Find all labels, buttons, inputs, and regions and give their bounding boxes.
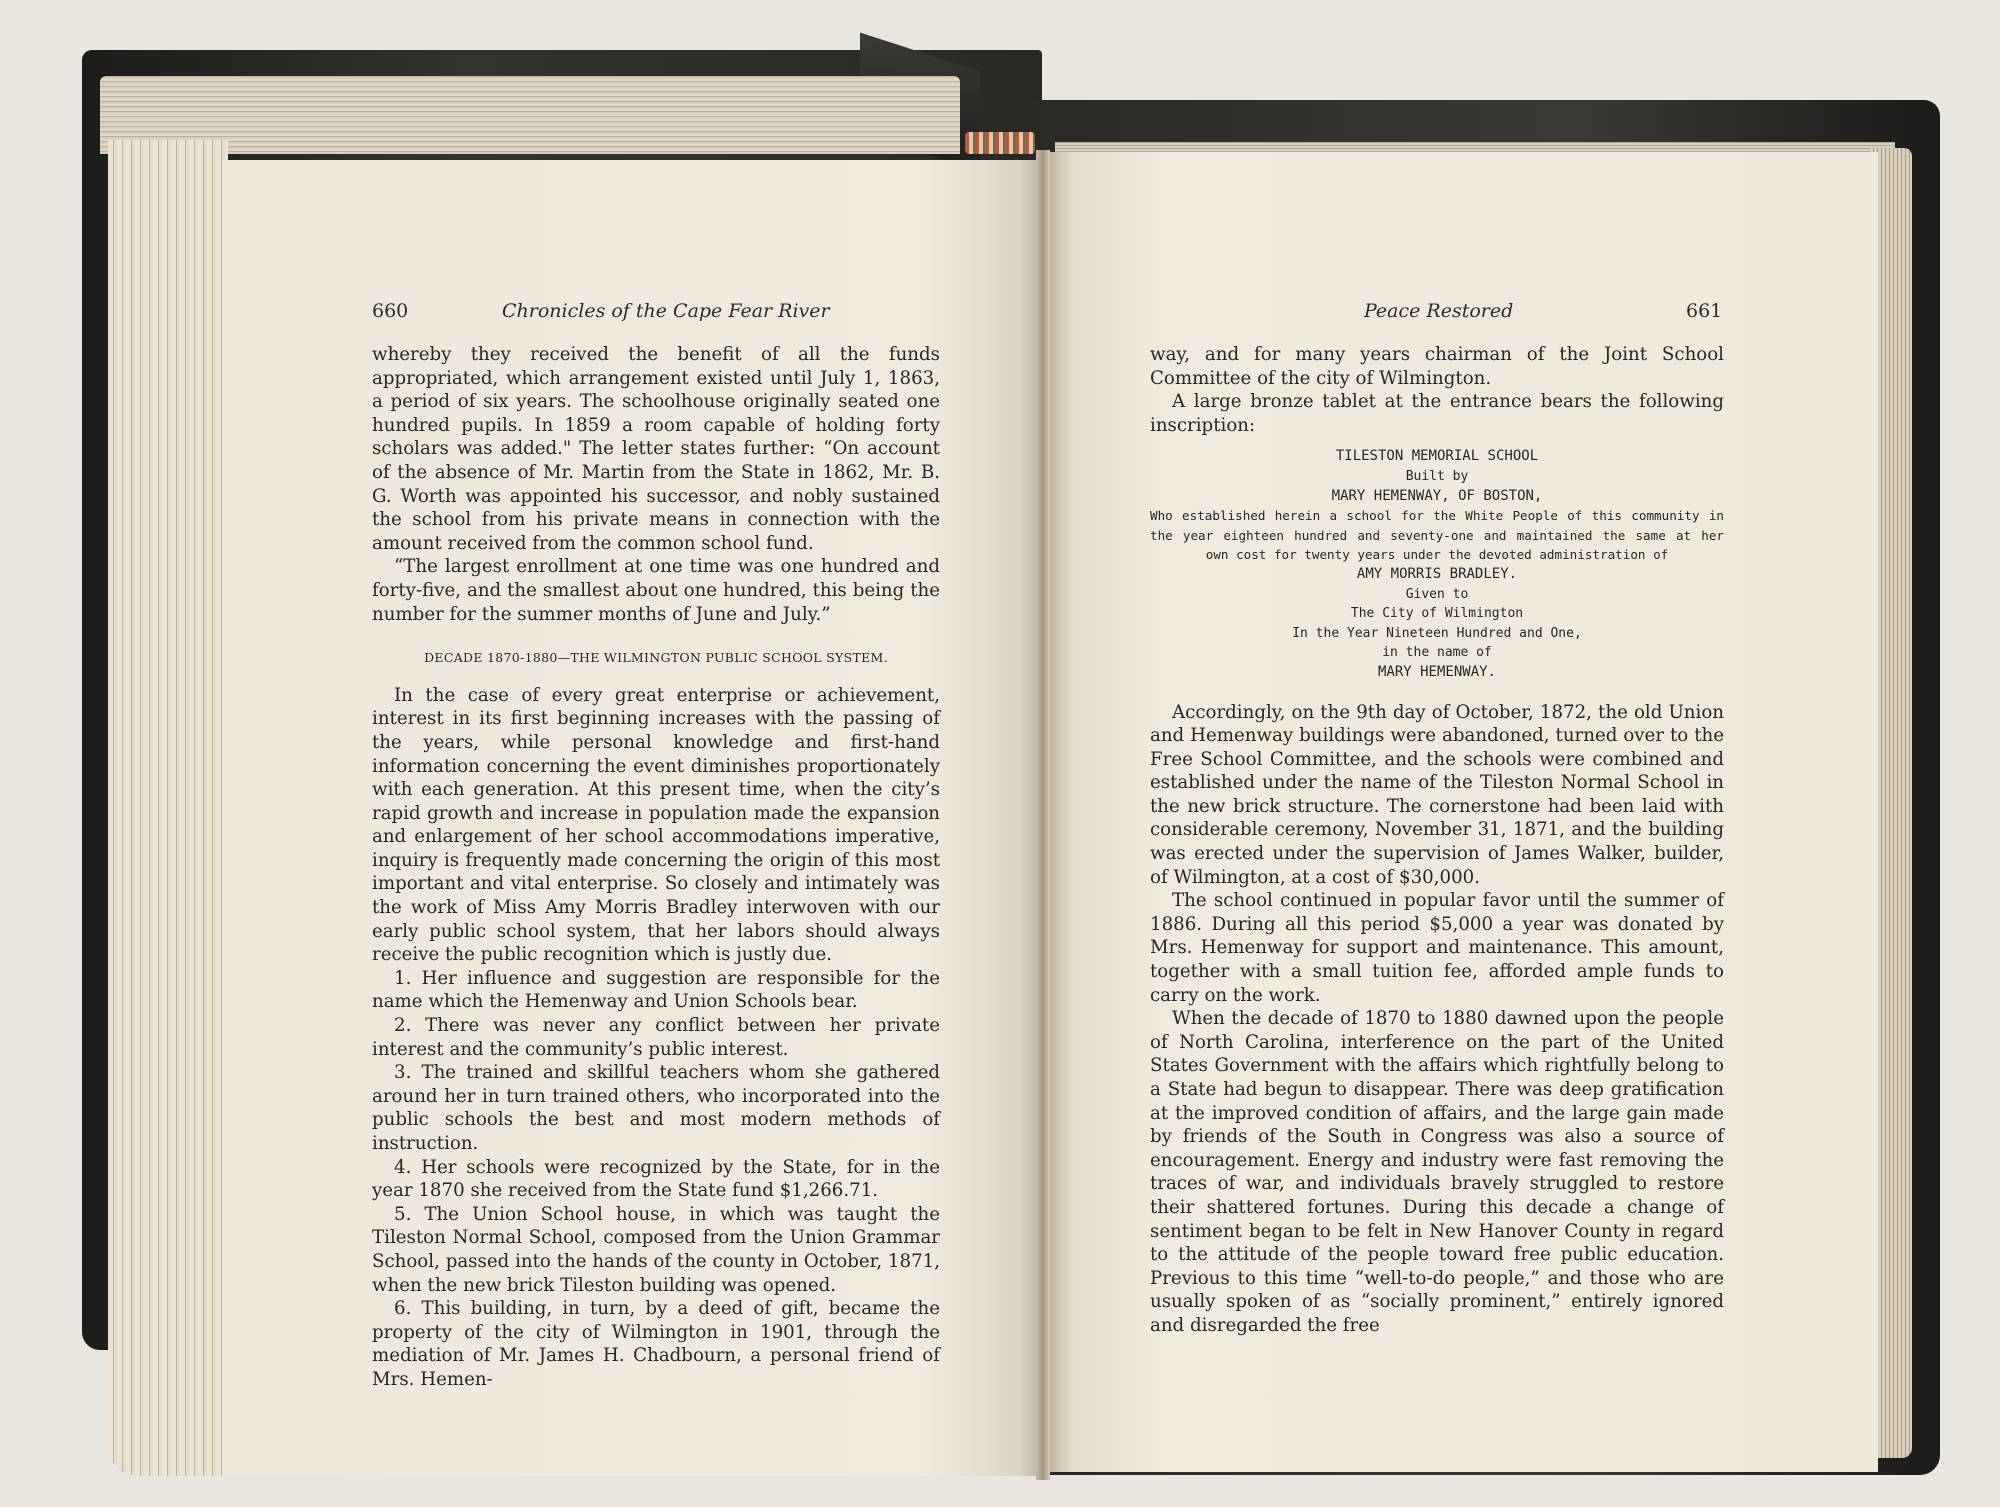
paragraph: Accordingly, on the 9th day of October, 1872, the old Union and Hemenway buildings were abandoned, turned over to the Free School Committee, and the schools were combined and established under the name of the Tileston Normal School in the new brick structure. The cornerstone had been laid with considerable ceremony, November 31, 1871, and the building was erected under the supervision of James Walker, builder, of Wilmington, at a cost of $30,000. [1150,701,1724,888]
inscription-line: AMY MORRIS BRADLEY. [1356,565,1518,582]
section-heading: DECADE 1870-1880—THE WILMINGTON PUBLIC SCHOOL SYSTEM. [424,650,888,666]
page-block-fore-edge-left [108,140,228,1476]
list-item: 3. The trained and skillful teachers whom she gathered around her in turn trained others, who incorporated into the public schools the best and most modern methods of instruction. [372,1062,940,1154]
inscription-line: in the name of [1382,645,1492,661]
inscription-line: MARY HEMENWAY, OF BOSTON, [1331,487,1543,504]
inscription-line: Given to [1405,586,1469,602]
list-item: 1. Her influence and suggestion are responsible for the name which the Hemenway and Union Schools bear. [372,967,940,1013]
paragraph: “The largest enrollment at one time was one hundred and forty-five, and the smallest about one hundred, this being the number for the summer months of June and July.” [372,556,940,625]
list-item: 6. This building, in turn, by a deed of gift, became the property of the city of Wilmington in 1901, through the mediation of Mr. James H. Chadbourn, a personal friend of Mrs. Hemen- [372,1298,940,1390]
tablet-inscription [1150,447,1724,682]
paragraph: whereby they received the benefit of all the funds appropriated, which arrangement existed until July 1, 1863, a period of six years. The schoolhouse originally seated one hundred pupils. In 1859 a room capable of holding forty scholars was added." The letter states further: “On account of the absence of Mr. Martin from the State in 1862, Mr. B. G. Worth was appointed his successor, and nobly sustained the school from his private means in connection with the amount received from the common school fund. [372,344,940,554]
right-text-column [1150,343,1724,1338]
right-running-title: Peace Restored [1364,300,1514,322]
inscription-line: Who established herein a school for the White People of this community in the year eighteen hundred and seventy-one and maintained the same at her own cost for twenty years under the devoted administration of [1150,508,1724,563]
inscription-line: TILESTON MEMORIAL SCHOOL [1335,448,1539,465]
inscription-line: In the Year Nineteen Hundred and One, [1292,625,1582,641]
left-page-number: 660 [372,300,409,322]
paragraph: In the case of every great enterprise or achievement, interest in its first beginning increases with the passing of the years, while personal knowledge and first-hand information concerning the event diminishes proportionately with each generation. At this present time, when the city’s rapid growth and increase in population made the expansion and enlargement of her school accommodations imperative, inquiry is frequently made concerning the origin of this most important and vital enterprise. So closely and intimately was the work of Miss Amy Morris Bradley interwoven with our early public school system, that her labors should always receive the public recognition which is justly due. [372,684,940,966]
paragraph: The school continued in popular favor until the summer of 1886. During all this period $5,000 a year was donated by Mrs. Hemenway for support and maintenance. This amount, together with a small tuition fee, afforded ample funds to carry on the work. [1150,890,1724,1006]
left-running-title: Chronicles of the Cape Fear River [502,300,830,322]
paragraph: When the decade of 1870 to 1880 dawned upon the people of North Carolina, interference on the part of the United States Government with the affairs which rightfully belong to a State had begun to disappear. There was deep gratification at the improved condition of affairs, and the large gain made by friends of the South in Congress was also a source of encouragement. Energy and industry were fast removing the traces of war, and individuals bravely struggled to restore their shattered fortunes. During this decade a change of sentiment began to be felt in New Hanover County in regard to the attitude of the people toward free public education. Previous to this time “well-to-do people,” and those who are usually spoken of as “socially prominent,” entirely ignored and disregarded the free [1150,1008,1724,1336]
list-item: 2. There was never any conflict between her private interest and the community’s public interest. [372,1015,940,1060]
paragraph: A large bronze tablet at the entrance bears the following inscription: [1150,391,1724,436]
gutter [1036,150,1050,1480]
list-item: 5. The Union School house, in which was taught the Tileston Normal School, composed from the Union Grammar School, passed into the hands of the county in October, 1871, when the new brick Tileston building was opened. [372,1203,940,1296]
inscription-line: The City of Wilmington [1350,606,1524,622]
headband [965,132,1035,154]
inscription-line: Built by [1405,468,1469,484]
right-page-number: 661 [1686,300,1723,322]
page-block-top-edge [100,76,960,154]
paragraph: way, and for many years chairman of the Joint School Committee of the city of Wilmington. [1150,344,1724,389]
left-text-column [372,343,940,1392]
inscription-line: MARY HEMENWAY. [1377,663,1496,680]
list-item: 4. Her schools were recognized by the State, for in the year 1870 she received from the State fund $1,266.71. [372,1156,940,1202]
